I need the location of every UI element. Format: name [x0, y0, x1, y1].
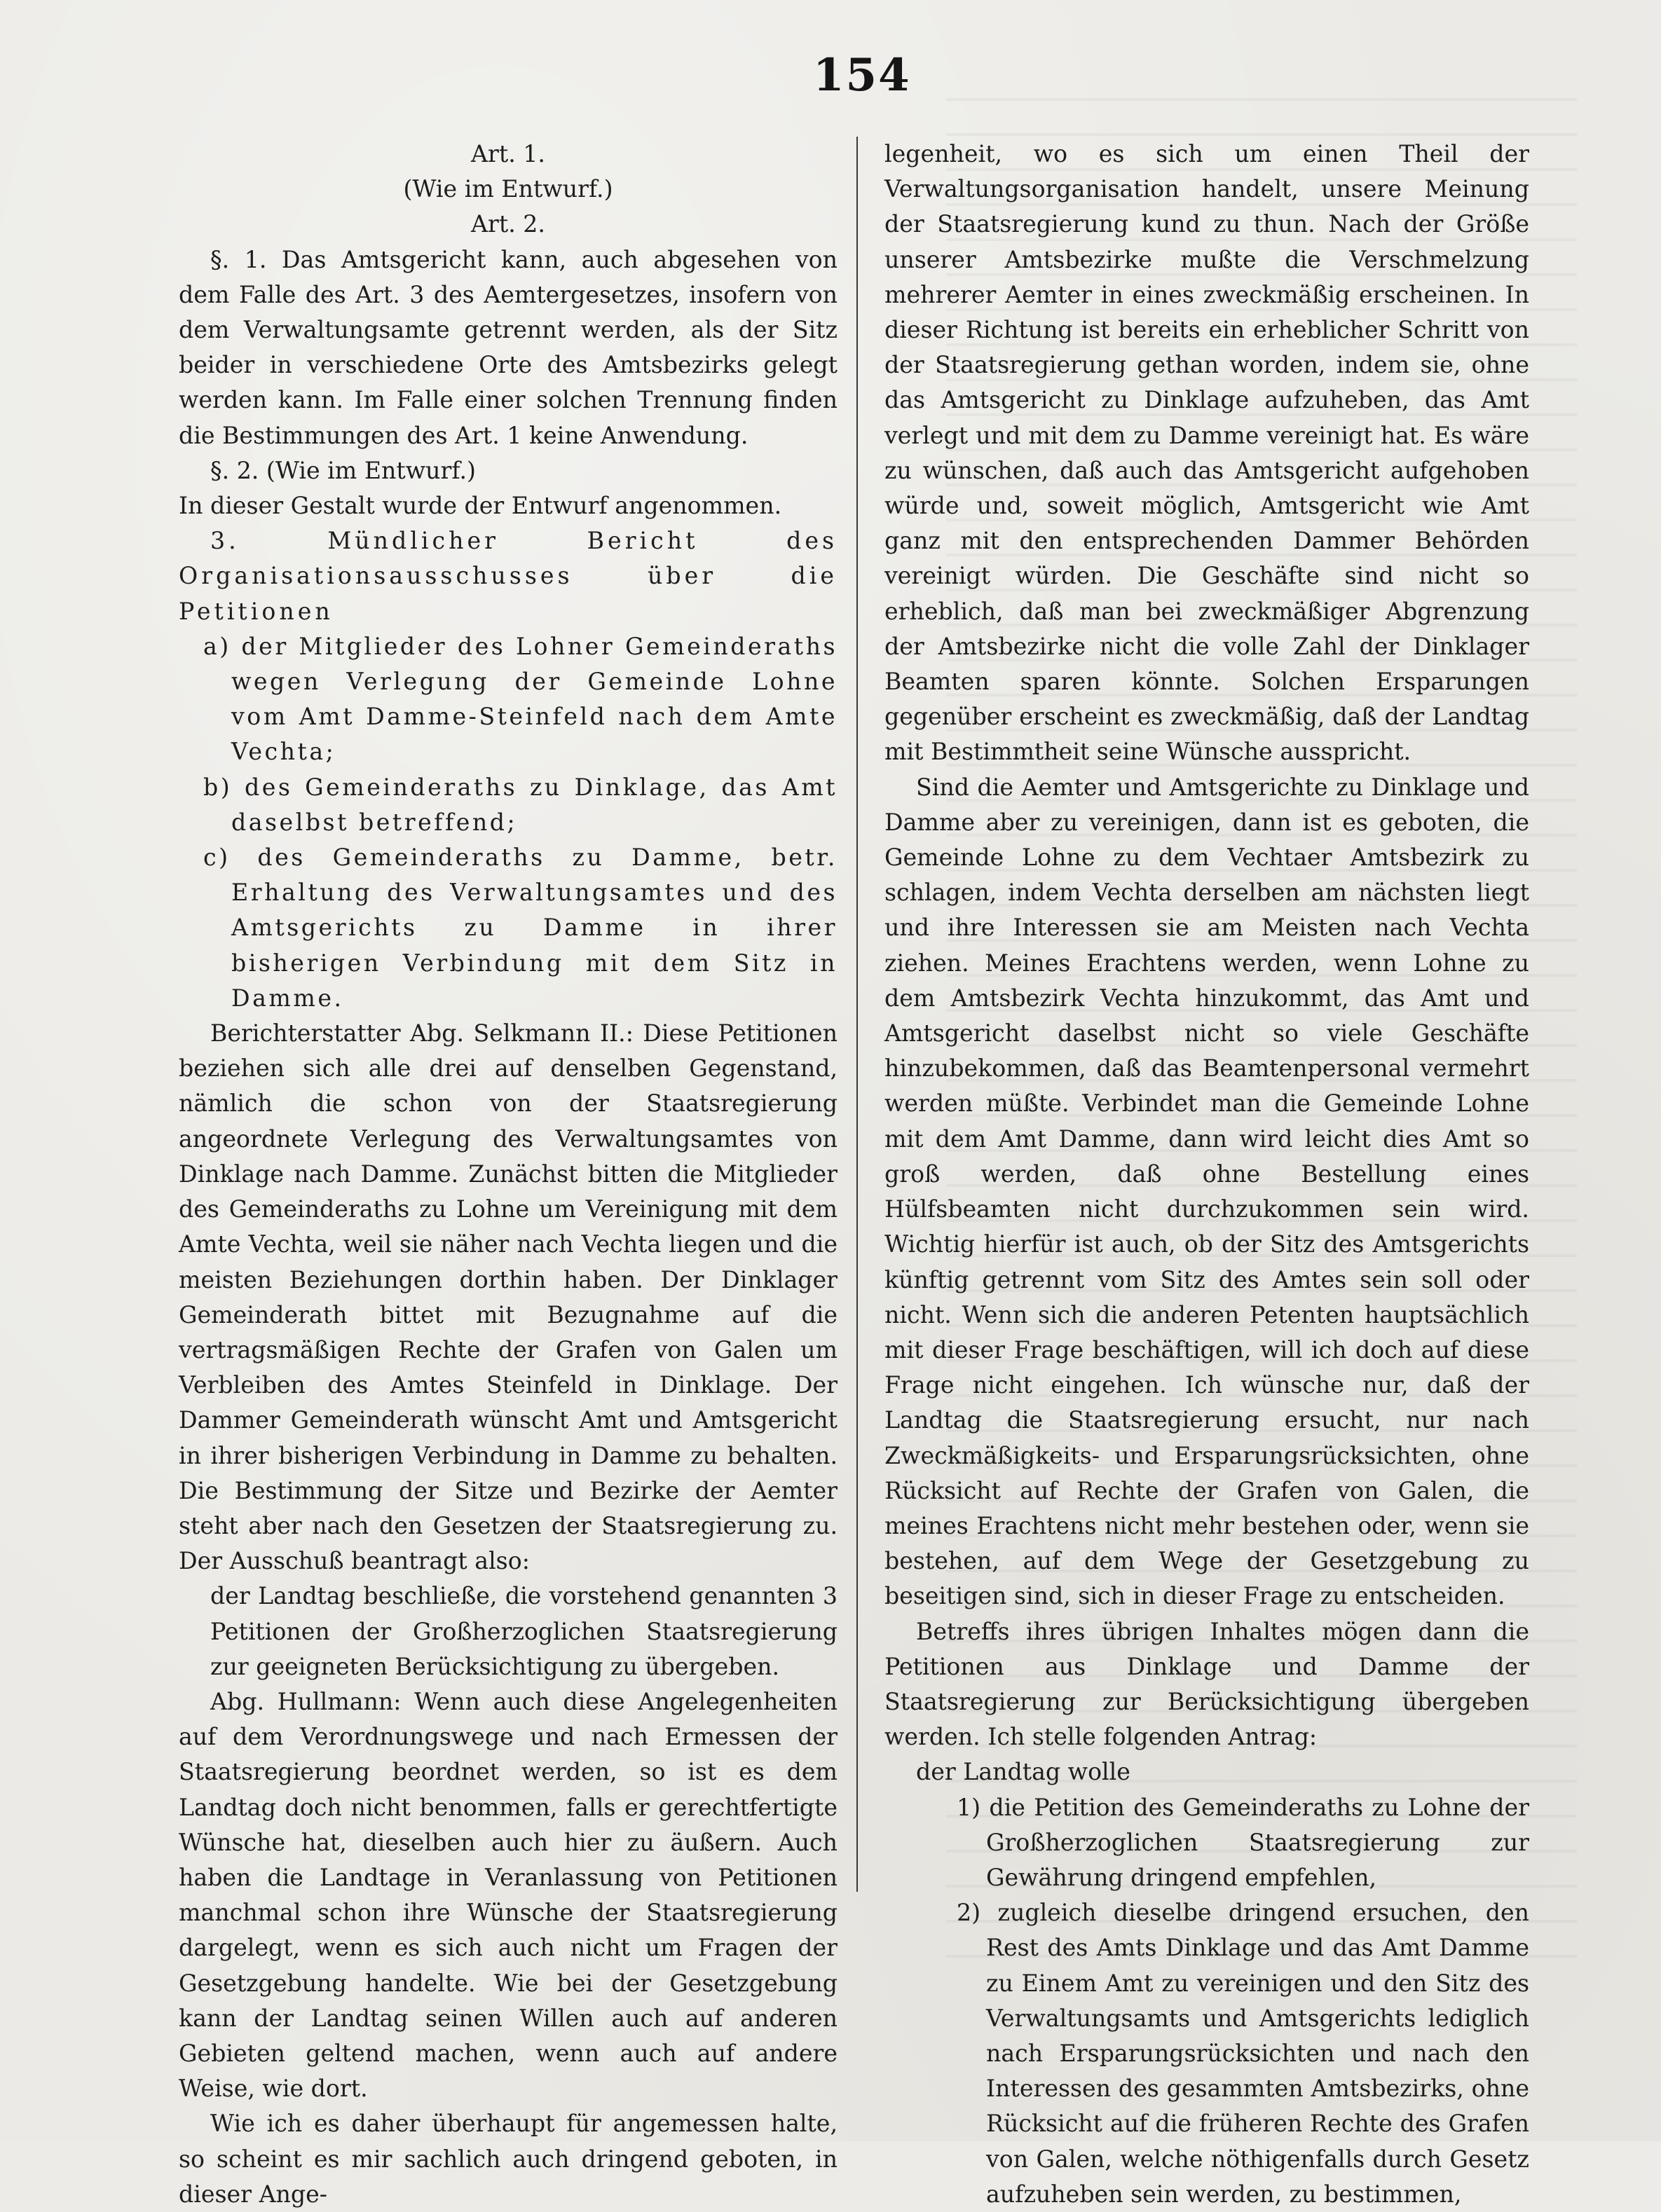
- left-column: [179, 137, 838, 2212]
- paragraph: §. 1. Das Amtsgericht kann, auch abgesehen von dem Falle des Art. 3 des Aemtergesetzes, insofern von dem Verwaltungsamte getrennt werden, als der Sitz beider in verschiedene Orte des Amtsbezirks gelegt werden kann. Im Falle einer solchen Trennung finden die Bestimmungen des Art. 1 keine Anwendung.: [179, 245, 838, 449]
- paragraph: Berichterstatter Abg. Selkmann II.: Diese Petitionen beziehen sich alle drei auf denselben Gegenstand, nämlich die schon von der Staatsregierung angeordnete Verlegung des Verwaltungsamtes von Dinklage nach Damme. Zunächst bitten die Mitglieder des Gemeinderaths zu Lohne um Vereinigung mit dem Amte Vechta, weil sie näher nach Vechta liegen und die meisten Beziehungen dorthin haben. Der Dinklager Gemeinderath bittet mit Bezugnahme auf die vertragsmäßigen Rechte der Grafen von Galen um Verbleiben des Amtes Steinfeld in Dinklage. Der Dammer Gemeinderath wünscht Amt und Amtsgericht in ihrer bisherigen Verbindung in Damme zu behalten. Die Bestimmung der Sitze und Bezirke der Aemter steht aber nach den Gesetzen der Staatsregierung zu. Der Ausschuß beantragt also:: [179, 1019, 838, 1575]
- article-note: (Wie im Entwurf.): [403, 175, 613, 203]
- article-heading: Art. 1.: [471, 140, 545, 167]
- motion-intro: der Landtag wolle: [916, 1758, 1130, 1786]
- paragraph: Betreffs ihres übrigen Inhaltes mögen dann die Petitionen aus Dinklage und Damme der Staatsregierung zur Berücksichtigung übergeben werden. Ich stelle folgenden Antrag:: [884, 1617, 1529, 1751]
- petition-item: a) der Mitglieder des Lohner Gemeinderaths wegen Verlegung der Gemeinde Lohne vom Amt Damme-Steinfeld nach dem Amte Vechta;: [203, 632, 838, 766]
- paragraph: Sind die Aemter und Amtsgerichte zu Dinklage und Damme aber zu vereinigen, dann ist es geboten, die Gemeinde Lohne zu dem Vechtaer Amtsbezirk zu schlagen, indem Vechta derselben am nächsten liegt und ihre Interessen sie am Meisten nach Vechta ziehen. Meines Erachtens werden, wenn Lohne zu dem Amtsbezirk Vechta hinzukommt, das Amt und Amtsgericht daselbst nicht so viele Geschäfte hinzubekommen, daß das Beamtenpersonal vermehrt werden müßte. Verbindet man die Gemeinde Lohne mit dem Amt Damme, dann wird leicht dies Amt so groß werden, daß ohne Bestellung eines Hülfsbeamten nicht durchzukommen sein wird. Wichtig hierfür ist auch, ob der Sitz des Amtsgerichts künftig getrennt vom Sitz des Amtes sein soll oder nicht. Wenn sich die anderen Petenten hauptsächlich mit dieser Frage beschäftigen, will ich doch auf diese Frage nicht eingehen. Ich wünsche nur, daß der Landtag die Staatsregierung ersucht, nur nach Zweckmäßigkeits- und Ersparungsrücksichten, ohne Rücksicht auf Rechte der Grafen von Galen, die meines Erachtens nicht mehr bestehen oder, wenn sie bestehen, auf dem Wege der Gesetzgebung zu beseitigen sind, sich in dieser Frage zu entscheiden.: [884, 773, 1529, 1610]
- paragraph: legenheit, wo es sich um einen Theil der Verwaltungsorganisation handelt, unsere Meinung der Staatsregierung kund zu thun. Nach der Größe unserer Amtsbezirke mußte die Verschmelzung mehrerer Aemter in eines zweckmäßig erscheinen. In dieser Richtung ist bereits ein erheblicher Schritt von der Staatsregierung gethan worden, indem sie, ohne das Amtsgericht zu Dinklage aufzuheben, das Amt verlegt und mit dem zu Damme vereinigt hat. Es wäre zu wünschen, daß auch das Amtsgericht aufgehoben würde und, soweit möglich, Amtsgericht wie Amt ganz mit den entsprechenden Dammer Behörden vereinigt würden. Die Geschäfte sind nicht so erheblich, daß man bei zweckmäßiger Abgrenzung der Amtsbezirke nicht die volle Zahl der Dinklager Beamten sparen könnte. Solchen Ersparungen gegenüber erscheint es zweckmäßig, daß der Landtag mit Bestimmtheit seine Wünsche ausspricht.: [884, 140, 1529, 766]
- column-divider: [856, 137, 858, 1892]
- petition-item: b) des Gemeinderaths zu Dinklage, das Amt daselbst betreffend;: [203, 773, 838, 836]
- motion-item: 2) zugleich dieselbe dringend ersuchen, den Rest des Amts Dinklage und das Amt Damme zu Einem Amt zu vereinigen und den Sitz des Verwaltungsamts und Amtsgerichts lediglich nach Ersparungsrücksichten und nach den Interessen des gesammten Amtsbezirks, ohne Rücksicht auf die früheren Rechte des Grafen von Galen, welche nöthigenfalls durch Gesetz aufzuheben sein werden, zu bestimmen,: [957, 1899, 1529, 2208]
- paragraph: §. 2. (Wie im Entwurf.): [210, 456, 476, 484]
- petition-item: c) des Gemeinderaths zu Damme, betr. Erhaltung des Verwaltungsamtes und des Amtsgerichts zu Damme in ihrer bisherigen Verbindung mit dem Sitz in Damme.: [203, 844, 838, 1012]
- right-column: [884, 137, 1529, 2212]
- motion-item: 1) die Petition des Gemeinderaths zu Lohne der Großherzoglichen Staatsregierung zur Gewährung dringend empfehlen,: [957, 1793, 1529, 1891]
- page-number: 154: [813, 49, 911, 102]
- paragraph: In dieser Gestalt wurde der Entwurf angenommen.: [179, 492, 782, 520]
- section-heading: 3. Mündlicher Bericht des Organisationsausschusses über die Petitionen: [179, 527, 838, 625]
- article-heading: Art. 2.: [471, 210, 545, 238]
- paragraph: Wie ich es daher überhaupt für angemessen halte, so scheint es mir sachlich auch dringend geboten, in dieser Ange-: [179, 2110, 838, 2208]
- motion-text: der Landtag beschließe, die vorstehend genannten 3 Petitionen der Großherzoglichen Staatsregierung zur geeigneten Berücksichtigung zu übergeben.: [210, 1582, 838, 1680]
- paragraph: Abg. Hullmann: Wenn auch diese Angelegenheiten auf dem Verordnungswege und nach Ermessen der Staatsregierung beordnet werden, so ist es dem Landtag doch nicht benommen, falls er gerechtfertigte Wünsche hat, dieselben auch hier zu äußern. Auch haben die Landtage in Veranlassung von Petitionen manchmal schon ihre Wünsche der Staatsregierung dargelegt, wenn es sich auch nicht um Fragen der Gesetzgebung handelte. Wie bei der Gesetzgebung kann der Landtag seinen Willen auch auf anderen Gebieten geltend machen, wenn auch auf andere Weise, wie dort.: [179, 1687, 838, 2103]
